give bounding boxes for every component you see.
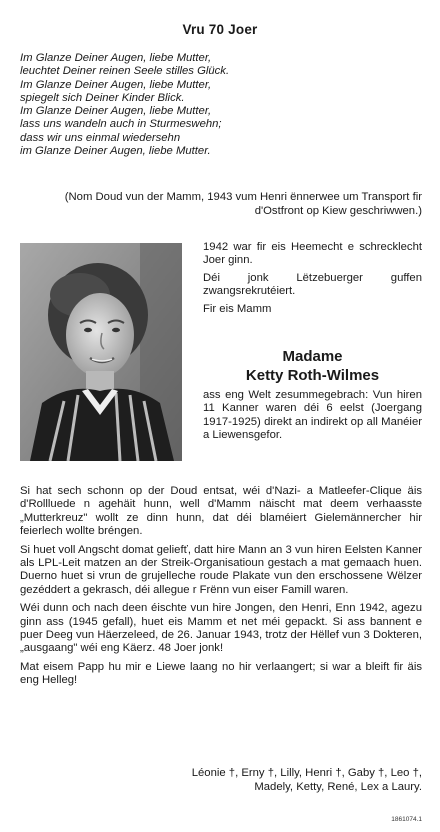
poem-line: dass wir uns einmal wiedersehn [20, 131, 181, 144]
intro-paragraph: Déi jonk Lëtzebuerger guffen zwangsrekrutéiert. [203, 271, 422, 298]
notice-title: Vru 70 Joer [182, 22, 258, 37]
body-paragraph: Mat eisem Papp hu mir e Liewe laang no hir verlaangert; si war a bleift fir äis eng Helleg! [20, 660, 422, 687]
after-name-paragraph: ass eng Welt zesummegebrach: Vun hiren 11 Kanner waren déi 6 eelst (Joergang 1917-1925) direkt an indirekt op all Manéier a Liewensgefor. [203, 389, 422, 442]
name-honorific: Madame [282, 348, 343, 365]
poem-line: leuchtet Deiner reinen Seele stilles Glück. [20, 65, 230, 78]
poem [20, 52, 430, 158]
reference-number: 1861074.1 [391, 816, 422, 823]
poem-line: spiegelt sich Deiner Kinder Blick. [20, 91, 185, 104]
body-paragraph: Si hat sech schonn op der Doud entsat, wéi d'Nazi- a Matleefer-Clique äis d'Rollluede n agehäit hunn, well d'Mamm näischt mat deem verhaasste „Mutterkreuz" wollt ze dinn hunn, dat déi blaméiert Gielemännercher hir feierlech wollte bréngen. [20, 485, 422, 538]
signature-line: Léonie †, Erny †, Lilly, Henri †, Gaby †, Leo †, [191, 767, 422, 779]
poem-line: Im Glanze Deiner Augen, liebe Mutter, [20, 105, 212, 118]
main-text [20, 485, 422, 693]
intro-paragraph: 1942 war fir eis Heemecht e schrecklecht Joer ginn. [203, 241, 422, 267]
name-full: Ketty Roth-Wilmes [245, 367, 380, 384]
signature-line: Madely, Ketty, René, Lex a Laury. [254, 781, 422, 793]
poem-line: im Glanze Deiner Augen, liebe Mutter. [20, 145, 211, 158]
body-paragraph: Wéi dunn och nach deen éischte vun hire Jongen, den Henri, Enn 1942, agezu ginn ass (1945 gefall), huet eis Mamm et net méi gepackt. Si ass bannent e puer Deeg vun Häerzeleed, de 26. Januar 1943, trotz der Hëllef vun 3 Dokteren, „ausgaang" wéi eng Käerz. 48 Joer jonk! [20, 602, 422, 655]
body-paragraph: Si huet voll Angscht domat geliefť, datt hire Mann an 3 vun hiren Eelsten Kanner als LPL-Leit matzen an der Streik-Organisatioun gestach a mat gemaach huen. Duerno huet si vrun de grujelleche roude Plakate vun den erschossene Wëlzer gezéddert a gekrasch, déi allegue r Frënn vun eiser Famill waren. [20, 543, 422, 596]
portrait-photo [20, 243, 182, 461]
poem-line: lass uns wandeln auch in Sturmeswehn; [20, 118, 222, 131]
intro-column [203, 241, 422, 316]
poem-line: Im Glanze Deiner Augen, liebe Mutter, [20, 78, 212, 91]
dedication-line: Fir eis Mamm [203, 302, 272, 315]
family-signature [100, 766, 422, 794]
poem-line: Im Glanze Deiner Augen, liebe Mutter, [20, 52, 212, 64]
deceased-name [203, 347, 422, 385]
poem-source-note: (Nom Doud vun der Mamm, 1943 vum Henri ënnerwee um Transport fir d'Ostfront op Kiew geschriwwen.) [64, 191, 422, 217]
